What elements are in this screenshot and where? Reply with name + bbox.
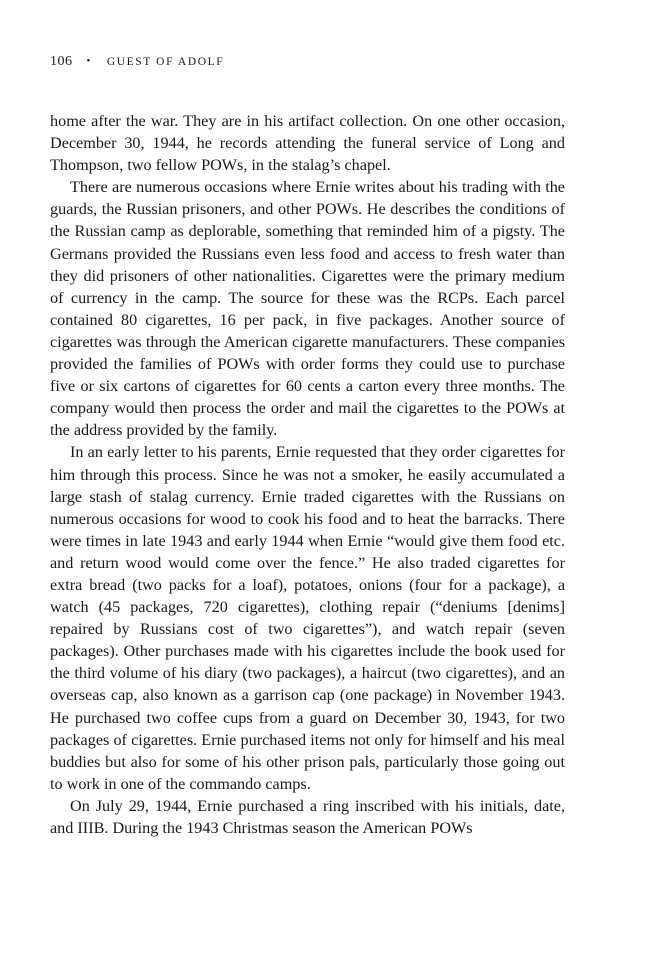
page-body-text <box>50 110 565 839</box>
paragraph-trading: There are numerous occasions where Ernie writes about his trading with the guards, the Russian prisoners, and other POWs. He describes the conditions of the Russian camp as deplorable, something that reminded him of a pigsty. The Germans provided the Russians even less food and access to fresh water than they did prisoners of other nationalities. Cigarettes were the primary medium of currency in the camp. The source for these was the RCPs. Each parcel contained 80 cigarettes, 16 per pack, in five packages. Another source of cigarettes was through the American cigarette manufacturers. These companies provided the families of POWs with order forms they could use to purchase five or six cartons of cigarettes for 60 cents a carton every three months. The company would then process the order and mail the cigarettes to the POWs at the address provided by the family. <box>50 178 565 440</box>
book-title: GUEST OF ADOLF <box>106 56 225 68</box>
running-header <box>50 54 224 70</box>
paragraph-continued: home after the war. They are in his artifact collection. On one other occasion, December 30, 1944, he records attending the funeral service of Long and Thompson, two fellow POWs, in the stalag’s chapel. <box>50 112 565 175</box>
header-separator-bullet: • <box>86 55 91 67</box>
page-number: 106 <box>50 54 73 69</box>
paragraph-cigarette-purchases: In an early letter to his parents, Ernie requested that they order cigarettes for him through this process. Since he was not a smoker, he easily accumulated a large stash of stalag currency. Ernie traded cigarettes with the Russians on numerous occasions for wood to cook his food and to heat the barracks. There were times in late 1943 and early 1944 when Ernie “would give them food etc. and return wood would come over the fence.” He also traded cigarettes for extra bread (two packs for a loaf), potatoes, onions (four for a package), a watch (45 packages, 720 cigarettes), clothing repair (“deniums [denims] repaired by Russians cost of two cigarettes”), and watch repair (seven packages). Other purchases made with his cigarettes include the book used for the third volume of his diary (two packages), a haircut (two cigarettes), and an overseas cap, also known as a garrison cap (one package) in November 1943. He purchased two coffee cups from a guard on December 30, 1943, for two packages of cigarettes. Ernie purchased items not only for himself and his meal buddies but also for some of his other prison pals, particularly those going out to work in one of the commando camps. <box>50 443 565 793</box>
paragraph-ring-purchase: On July 29, 1944, Ernie purchased a ring inscribed with his initials, date, and IIIB. During the 1943 Christmas season the American POWs <box>50 796 565 837</box>
